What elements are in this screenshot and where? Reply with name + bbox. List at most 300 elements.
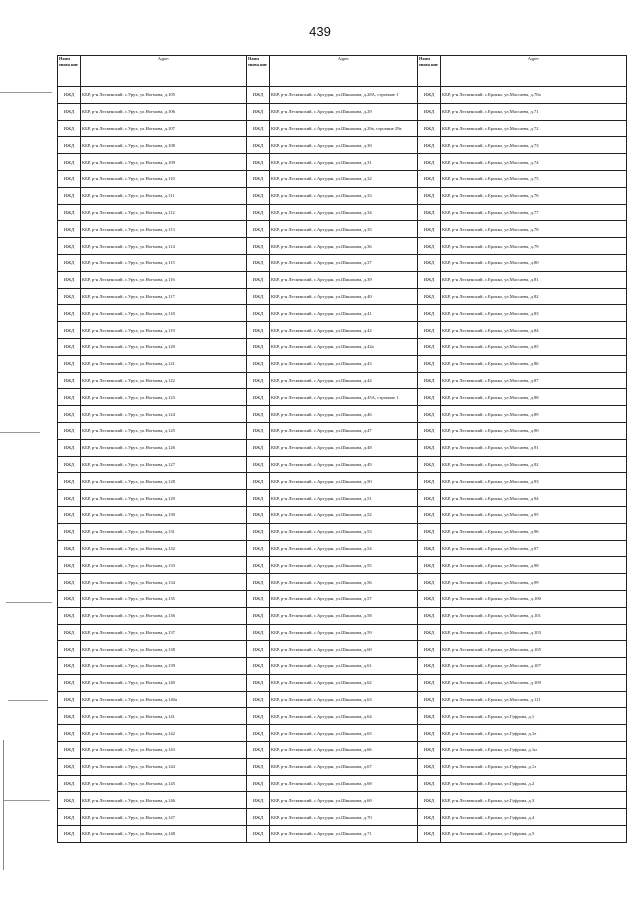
object-type-cell: ИЖД (58, 590, 81, 607)
object-type-cell: ИЖД (58, 305, 81, 322)
address-cell: КБР, р-н Лескенский, с.Урух, ул.Ногмова, д.136 (81, 607, 247, 624)
object-type-cell: ИЖД (247, 372, 270, 389)
object-type-cell: ИЖД (418, 355, 441, 372)
table-row (58, 422, 627, 439)
object-type-cell: ИЖД (418, 809, 441, 826)
object-type-cell: ИЖД (247, 809, 270, 826)
object-type-cell: ИЖД (247, 826, 270, 843)
address-cell: КБР, р-н Лескенский, с.Ерокко, ул.Массаева, д.101 (441, 607, 627, 624)
table-row (58, 658, 627, 675)
type-header: Наим енова ние (418, 56, 441, 87)
object-type-cell: ИЖД (58, 389, 81, 406)
address-cell: КБР, р-н Лескенский, с.Урух, ул.Ногмова, д.134 (81, 574, 247, 591)
address-cell: КБР, р-н Лескенский, с.Аргудан, ул.Шинахова, д.53 (270, 523, 418, 540)
object-type-cell: ИЖД (58, 607, 81, 624)
address-cell: КБР, р-н Лескенский, с.Аргудан, ул.Шинахова, д.42а (270, 338, 418, 355)
object-type-cell: ИЖД (58, 238, 81, 255)
object-type-cell: ИЖД (58, 641, 81, 658)
table-row (58, 758, 627, 775)
object-type-cell: ИЖД (247, 439, 270, 456)
table-row (58, 691, 627, 708)
object-type-cell: ИЖД (58, 221, 81, 238)
address-cell: КБР, р-н Лескенский, с.Урух, ул.Ногмова, д.114 (81, 238, 247, 255)
table-row (58, 742, 627, 759)
object-type-cell: ИЖД (418, 221, 441, 238)
object-type-cell: ИЖД (418, 305, 441, 322)
object-type-cell: ИЖД (247, 708, 270, 725)
object-type-cell: ИЖД (418, 288, 441, 305)
address-cell: КБР, р-н Лескенский, с.Ерокко, ул.Массаева, д.70а (441, 87, 627, 104)
object-type-cell: ИЖД (247, 355, 270, 372)
address-cell: КБР, р-н Лескенский, с.Ерокко, ул.Массаева, д.111 (441, 691, 627, 708)
object-type-cell: ИЖД (247, 221, 270, 238)
address-cell: КБР, р-н Лескенский, с.Урух, ул.Ногмова, д.138 (81, 641, 247, 658)
address-cell: КБР, р-н Лескенский, с.Ерокко, ул.Массаева, д.86 (441, 355, 627, 372)
object-type-cell: ИЖД (418, 254, 441, 271)
object-type-cell: ИЖД (247, 271, 270, 288)
table-row (58, 238, 627, 255)
address-cell: КБР, р-н Лескенский, с.Аргудан, ул.Шинахова, д.40 (270, 288, 418, 305)
object-type-cell: ИЖД (418, 456, 441, 473)
object-type-cell: ИЖД (247, 322, 270, 339)
address-cell: КБР, р-н Лескенский, с.Ерокко, ул.Массаева, д.105 (441, 641, 627, 658)
object-type-cell: ИЖД (58, 540, 81, 557)
table-row (58, 590, 627, 607)
object-type-cell: ИЖД (418, 204, 441, 221)
address-cell: КБР, р-н Лескенский, с.Ерокко, ул.Массаева, д.91 (441, 439, 627, 456)
address-cell: КБР, р-н Лескенский, с.Ерокко, ул.Массаева, д.73 (441, 137, 627, 154)
address-cell: КБР, р-н Лескенский, с.Урух, ул.Ногмова, д.143 (81, 742, 247, 759)
object-type-cell: ИЖД (58, 406, 81, 423)
object-type-cell: ИЖД (418, 540, 441, 557)
table-row (58, 170, 627, 187)
address-cell: КБР, р-н Лескенский, с.Аргудан, ул.Шинахова, д.71 (270, 826, 418, 843)
object-type-cell: ИЖД (58, 742, 81, 759)
table-row (58, 137, 627, 154)
object-type-cell: ИЖД (58, 758, 81, 775)
object-type-cell: ИЖД (418, 422, 441, 439)
address-cell: КБР, р-н Лескенский, с.Аргудан, ул.Шинахова, д.50 (270, 473, 418, 490)
object-type-cell: ИЖД (247, 506, 270, 523)
address-cell: КБР, р-н Лескенский, с.Аргудан, ул.Шинахова, д.59 (270, 624, 418, 641)
table-row (58, 305, 627, 322)
address-table (57, 55, 627, 843)
address-cell: КБР, р-н Лескенский, с.Урух, ул.Ногмова, д.115 (81, 254, 247, 271)
object-type-cell: ИЖД (247, 103, 270, 120)
edge-mark-left (4, 800, 50, 801)
object-type-cell: ИЖД (247, 137, 270, 154)
address-header: Адрес (270, 56, 418, 87)
address-cell: КБР, р-н Лескенский, с.Аргудан, ул.Шинахова, д.68 (270, 775, 418, 792)
object-type-cell: ИЖД (247, 490, 270, 507)
address-cell: КБР, р-н Лескенский, с.Ерокко, ул.Массаева, д.80 (441, 254, 627, 271)
address-cell: КБР, р-н Лескенский, с.Ерокко, ул.Массаева, д.79 (441, 238, 627, 255)
address-cell: КБР, р-н Лескенский, с.Урух, ул.Ногмова, д.105 (81, 87, 247, 104)
address-cell: КБР, р-н Лескенский, с.Урух, ул.Ногмова, д.117 (81, 288, 247, 305)
table-row (58, 322, 627, 339)
object-type-cell: ИЖД (247, 624, 270, 641)
object-type-cell: ИЖД (418, 372, 441, 389)
object-type-cell: ИЖД (58, 775, 81, 792)
address-cell: КБР, р-н Лескенский, с.Ерокко, ул.Массаева, д.88 (441, 389, 627, 406)
object-type-cell: ИЖД (247, 658, 270, 675)
address-cell: КБР, р-н Лескенский, с.Ерокко, ул.Массаева, д.98 (441, 557, 627, 574)
address-cell: КБР, р-н Лескенский, с.Ерокко, ул.Массаева, д.109 (441, 674, 627, 691)
table-row (58, 624, 627, 641)
address-cell: КБР, р-н Лескенский, с.Аргудан, ул.Шинахова, д.35 (270, 221, 418, 238)
object-type-cell: ИЖД (58, 254, 81, 271)
address-cell: КБР, р-н Лескенский, с.Ерокко, ул.Массаева, д.84 (441, 322, 627, 339)
table-row (58, 506, 627, 523)
object-type-cell: ИЖД (247, 574, 270, 591)
type-header: Наим енова ние (247, 56, 270, 87)
object-type-cell: ИЖД (58, 154, 81, 171)
address-cell: КБР, р-н Лескенский, с.Ерокко, ул.Массаева, д.97 (441, 540, 627, 557)
object-type-cell: ИЖД (58, 120, 81, 137)
address-cell: КБР, р-н Лескенский, с.Ерокко, ул.Массаева, д.90 (441, 422, 627, 439)
object-type-cell: ИЖД (58, 725, 81, 742)
address-cell: КБР, р-н Лескенский, с.Ерокко, ул.Массаева, д.99 (441, 574, 627, 591)
object-type-cell: ИЖД (58, 187, 81, 204)
address-cell: КБР, р-н Лескенский, с.Аргудан, ул.Шинахова, д.66 (270, 742, 418, 759)
page-number: 439 (309, 24, 331, 39)
address-cell: КБР, р-н Лескенский, с.Аргудан, ул.Шинахова, д.64 (270, 708, 418, 725)
object-type-cell: ИЖД (247, 590, 270, 607)
object-type-cell: ИЖД (418, 725, 441, 742)
object-type-cell: ИЖД (58, 355, 81, 372)
table-row (58, 254, 627, 271)
address-cell: КБР, р-н Лескенский, с.Урух, ул.Ногмова, д.135 (81, 590, 247, 607)
object-type-cell: ИЖД (418, 322, 441, 339)
object-type-cell: ИЖД (247, 792, 270, 809)
object-type-cell: ИЖД (247, 406, 270, 423)
address-cell: КБР, р-н Лескенский, с.Ерокко, ул.Массаева, д.107 (441, 658, 627, 675)
address-cell: КБР, р-н Лескенский, с.Урух, ул.Ногмова, д.123 (81, 389, 247, 406)
address-cell: КБР, р-н Лескенский, с.Урух, ул.Ногмова, д.125 (81, 422, 247, 439)
table-row (58, 103, 627, 120)
edge-mark-left (6, 602, 52, 603)
address-cell: КБР, р-н Лескенский, с.Аргудан, ул.Шинахова, д.31 (270, 154, 418, 171)
address-cell: КБР, р-н Лескенский, с.Ерокко, ул.Массаева, д.96 (441, 523, 627, 540)
address-cell: КБР, р-н Лескенский, с.Аргудан, ул.Шинахова, д.29а, строение 29а (270, 120, 418, 137)
address-cell: КБР, р-н Лескенский, с.Ерокко, ул.Гуфрова, д.4 (441, 809, 627, 826)
object-type-cell: ИЖД (247, 254, 270, 271)
address-cell: КБР, р-н Лескенский, с.Урух, ул.Ногмова, д.126 (81, 439, 247, 456)
address-cell: КБР, р-н Лескенский, с.Аргудан, ул.Шинахова, д.62 (270, 674, 418, 691)
object-type-cell: ИЖД (58, 271, 81, 288)
object-type-cell: ИЖД (58, 439, 81, 456)
table-row (58, 338, 627, 355)
address-cell: КБР, р-н Лескенский, с.Аргудан, ул.Шинахова, д.58 (270, 607, 418, 624)
table-row (58, 221, 627, 238)
object-type-cell: ИЖД (58, 658, 81, 675)
object-type-cell: ИЖД (418, 103, 441, 120)
object-type-cell: ИЖД (247, 305, 270, 322)
object-type-cell: ИЖД (418, 238, 441, 255)
object-type-cell: ИЖД (418, 137, 441, 154)
object-type-cell: ИЖД (418, 439, 441, 456)
address-cell: КБР, р-н Лескенский, с.Ерокко, ул.Гуфрова, д.5 (441, 826, 627, 843)
table-row (58, 574, 627, 591)
table-row (58, 826, 627, 843)
edge-mark-left (0, 92, 52, 93)
object-type-cell: ИЖД (418, 120, 441, 137)
object-type-cell: ИЖД (58, 490, 81, 507)
object-type-cell: ИЖД (418, 406, 441, 423)
address-cell: КБР, р-н Лескенский, с.Урух, ул.Ногмова, д.128 (81, 473, 247, 490)
address-cell: КБР, р-н Лескенский, с.Аргудан, ул.Шинахова, д.65 (270, 725, 418, 742)
object-type-cell: ИЖД (247, 338, 270, 355)
object-type-cell: ИЖД (418, 691, 441, 708)
address-cell: КБР, р-н Лескенский, с.Аргудан, ул.Шинахова, д.63 (270, 691, 418, 708)
address-cell: КБР, р-н Лескенский, с.Урух, ул.Ногмова, д.119 (81, 322, 247, 339)
object-type-cell: ИЖД (58, 372, 81, 389)
address-cell: КБР, р-н Лескенский, с.Урух, ул.Ногмова, д.133 (81, 557, 247, 574)
object-type-cell: ИЖД (418, 758, 441, 775)
edge-mark-left (0, 432, 40, 433)
address-cell: КБР, р-н Лескенский, с.Ерокко, ул.Массаева, д.103 (441, 624, 627, 641)
table-row (58, 372, 627, 389)
address-cell: КБР, р-н Лескенский, с.Аргудан, ул.Шинахова, д.48 (270, 439, 418, 456)
object-type-cell: ИЖД (418, 792, 441, 809)
address-cell: КБР, р-н Лескенский, с.Аргудан, ул.Шинахова, д.70 (270, 809, 418, 826)
address-cell: КБР, р-н Лескенский, с.Урух, ул.Ногмова, д.116 (81, 271, 247, 288)
address-cell: КБР, р-н Лескенский, с.Аргудан, ул.Шинахова, д.55 (270, 557, 418, 574)
address-cell: КБР, р-н Лескенский, с.Ерокко, ул.Массаева, д.71 (441, 103, 627, 120)
address-cell: КБР, р-н Лескенский, с.Аргудан, ул.Шинахова, д.54 (270, 540, 418, 557)
table-row (58, 607, 627, 624)
address-cell: КБР, р-н Лескенский, с.Ерокко, ул.Массаева, д.78 (441, 221, 627, 238)
object-type-cell: ИЖД (58, 170, 81, 187)
object-type-cell: ИЖД (58, 624, 81, 641)
address-cell: КБР, р-н Лескенский, с.Ерокко, ул.Массаева, д.85 (441, 338, 627, 355)
object-type-cell: ИЖД (247, 775, 270, 792)
address-cell: КБР, р-н Лескенский, с.Ерокко, ул.Гуфрова, д.3 (441, 792, 627, 809)
address-cell: КБР, р-н Лескенский, с.Урух, ул.Ногмова, д.106 (81, 103, 247, 120)
object-type-cell: ИЖД (247, 473, 270, 490)
table-row (58, 87, 627, 104)
address-cell: КБР, р-н Лескенский, с.Ерокко, ул.Гуфрова, д.1н (441, 742, 627, 759)
object-type-cell: ИЖД (418, 658, 441, 675)
table-row (58, 557, 627, 574)
address-cell: КБР, р-н Лескенский, с.Урух, ул.Ногмова, д.147 (81, 809, 247, 826)
address-cell: КБР, р-н Лескенский, с.Урух, ул.Ногмова, д.129 (81, 490, 247, 507)
address-cell: КБР, р-н Лескенский, с.Аргудан, ул.Шинахова, д.49 (270, 456, 418, 473)
object-type-cell: ИЖД (247, 456, 270, 473)
address-cell: КБР, р-н Лескенский, с.Аргудан, ул.Шинахова, д.32 (270, 170, 418, 187)
address-cell: КБР, р-н Лескенский, с.Ерокко, ул.Массаева, д.94 (441, 490, 627, 507)
object-type-cell: ИЖД (58, 422, 81, 439)
address-cell: КБР, р-н Лескенский, с.Ерокко, ул.Массаева, д.82 (441, 288, 627, 305)
table-row (58, 540, 627, 557)
object-type-cell: ИЖД (247, 674, 270, 691)
address-cell: КБР, р-н Лескенский, с.Аргудан, ул.Шинахова, д.47 (270, 422, 418, 439)
object-type-cell: ИЖД (247, 641, 270, 658)
address-cell: КБР, р-н Лескенский, с.Урух, ул.Ногмова, д.120 (81, 338, 247, 355)
object-type-cell: ИЖД (247, 725, 270, 742)
object-type-cell: ИЖД (418, 674, 441, 691)
object-type-cell: ИЖД (418, 271, 441, 288)
table-row (58, 288, 627, 305)
header-row (58, 56, 627, 87)
address-cell: КБР, р-н Лескенский, с.Ерокко, ул.Массаева, д.76 (441, 187, 627, 204)
address-cell: КБР, р-н Лескенский, с.Урух, ул.Ногмова, д.124 (81, 406, 247, 423)
address-cell: КБР, р-н Лескенский, с.Аргудан, ул.Шинахова, д.56 (270, 574, 418, 591)
object-type-cell: ИЖД (418, 574, 441, 591)
address-cell: КБР, р-н Лескенский, с.Урух, ул.Ногмова, д.137 (81, 624, 247, 641)
address-cell: КБР, р-н Лескенский, с.Ерокко, ул.Массаева, д.77 (441, 204, 627, 221)
address-cell: КБР, р-н Лескенский, с.Урух, ул.Ногмова, д.140 (81, 674, 247, 691)
table-row (58, 809, 627, 826)
object-type-cell: ИЖД (58, 456, 81, 473)
object-type-cell: ИЖД (418, 506, 441, 523)
object-type-cell: ИЖД (247, 523, 270, 540)
address-cell: КБР, р-н Лескенский, с.Аргудан, ул.Шинахова, д.61 (270, 658, 418, 675)
table-row (58, 389, 627, 406)
address-cell: КБР, р-н Лескенский, с.Аргудан, ул.Шинахова, д.52 (270, 506, 418, 523)
object-type-cell: ИЖД (418, 170, 441, 187)
address-cell: КБР, р-н Лескенский, с.Ерокко, ул.Массаева, д.93 (441, 473, 627, 490)
table-row (58, 523, 627, 540)
table-row (58, 120, 627, 137)
table-row (58, 439, 627, 456)
table-row (58, 355, 627, 372)
address-cell: КБР, р-н Лескенский, с.Аргудан, ул.Шинахова, д.51 (270, 490, 418, 507)
object-type-cell: ИЖД (58, 204, 81, 221)
object-type-cell: ИЖД (418, 154, 441, 171)
edge-mark-left (8, 700, 48, 701)
object-type-cell: ИЖД (58, 523, 81, 540)
address-cell: КБР, р-н Лескенский, с.Аргудан, ул.Шинахова, д.43 (270, 355, 418, 372)
table-row (58, 641, 627, 658)
address-cell: КБР, р-н Лескенский, с.Урух, ул.Ногмова, д.132 (81, 540, 247, 557)
table-row (58, 187, 627, 204)
table-row (58, 775, 627, 792)
table-row (58, 473, 627, 490)
address-cell: КБР, р-н Лескенский, с.Аргудан, ул.Шинахова, д.30 (270, 137, 418, 154)
address-cell: КБР, р-н Лескенский, с.Ерокко, ул.Массаева, д.81 (441, 271, 627, 288)
address-cell: КБР, р-н Лескенский, с.Ерокко, ул.Гуфрова, д.2 (441, 775, 627, 792)
address-cell: КБР, р-н Лескенский, с.Урух, ул.Ногмова, д.144 (81, 758, 247, 775)
address-cell: КБР, р-н Лескенский, с.Ерокко, ул.Массаева, д.87 (441, 372, 627, 389)
object-type-cell: ИЖД (58, 574, 81, 591)
table-row (58, 204, 627, 221)
address-cell: КБР, р-н Лескенский, с.Урух, ул.Ногмова, д.141 (81, 708, 247, 725)
address-cell: КБР, р-н Лескенский, с.Урух, ул.Ногмова, д.140а (81, 691, 247, 708)
object-type-cell: ИЖД (247, 742, 270, 759)
object-type-cell: ИЖД (418, 473, 441, 490)
object-type-cell: ИЖД (247, 187, 270, 204)
object-type-cell: ИЖД (418, 590, 441, 607)
address-cell: КБР, р-н Лескенский, с.Аргудан, ул.Шинахова, д.28А, строение 1 (270, 87, 418, 104)
address-cell: КБР, р-н Лескенский, с.Ерокко, ул.Массаева, д.75 (441, 170, 627, 187)
object-type-cell: ИЖД (247, 238, 270, 255)
table-row (58, 490, 627, 507)
object-type-cell: ИЖД (58, 674, 81, 691)
address-cell: КБР, р-н Лескенский, с.Урух, ул.Ногмова, д.130 (81, 506, 247, 523)
address-cell: КБР, р-н Лескенский, с.Урух, ул.Ногмова, д.107 (81, 120, 247, 137)
address-cell: КБР, р-н Лескенский, с.Урух, ул.Ногмова, д.110 (81, 170, 247, 187)
object-type-cell: ИЖД (58, 691, 81, 708)
table-row (58, 674, 627, 691)
object-type-cell: ИЖД (58, 338, 81, 355)
address-cell: КБР, р-н Лескенский, с.Аргудан, ул.Шинахова, д.41 (270, 305, 418, 322)
object-type-cell: ИЖД (58, 809, 81, 826)
address-cell: КБР, р-н Лескенский, с.Ерокко, ул.Гуфрова, д.1 (441, 708, 627, 725)
object-type-cell: ИЖД (418, 523, 441, 540)
table-row (58, 406, 627, 423)
object-type-cell: ИЖД (247, 288, 270, 305)
object-type-cell: ИЖД (58, 473, 81, 490)
object-type-cell: ИЖД (418, 742, 441, 759)
address-cell: КБР, р-н Лескенский, с.Урух, ул.Ногмова, д.131 (81, 523, 247, 540)
type-header: Наим енова ние (58, 56, 81, 87)
address-cell: КБР, р-н Лескенский, с.Аргудан, ул.Шинахова, д.36 (270, 238, 418, 255)
object-type-cell: ИЖД (247, 422, 270, 439)
address-cell: КБР, р-н Лескенский, с.Урух, ул.Ногмова, д.112 (81, 204, 247, 221)
address-cell: КБР, р-н Лескенский, с.Урух, ул.Ногмова, д.109 (81, 154, 247, 171)
object-type-cell: ИЖД (247, 389, 270, 406)
object-type-cell: ИЖД (247, 691, 270, 708)
object-type-cell: ИЖД (58, 708, 81, 725)
object-type-cell: ИЖД (247, 170, 270, 187)
object-type-cell: ИЖД (247, 154, 270, 171)
address-cell: КБР, р-н Лескенский, с.Аргудан, ул.Шинахова, д.46 (270, 406, 418, 423)
address-cell: КБР, р-н Лескенский, с.Ерокко, ул.Массаева, д.89 (441, 406, 627, 423)
object-type-cell: ИЖД (58, 792, 81, 809)
object-type-cell: ИЖД (418, 338, 441, 355)
object-type-cell: ИЖД (247, 87, 270, 104)
address-cell: КБР, р-н Лескенский, с.Урух, ул.Ногмова, д.142 (81, 725, 247, 742)
address-cell: КБР, р-н Лескенский, с.Аргудан, ул.Шинахова, д.60 (270, 641, 418, 658)
address-cell: КБР, р-н Лескенский, с.Урух, ул.Ногмова, д.145 (81, 775, 247, 792)
object-type-cell: ИЖД (418, 826, 441, 843)
object-type-cell: ИЖД (247, 557, 270, 574)
address-cell: КБР, р-н Лескенский, с.Ерокко, ул.Массаева, д.83 (441, 305, 627, 322)
address-cell: КБР, р-н Лескенский, с.Урух, ул.Ногмова, д.108 (81, 137, 247, 154)
object-type-cell: ИЖД (247, 758, 270, 775)
address-cell: КБР, р-н Лескенский, с.Ерокко, ул.Гуфрова, д.1е (441, 725, 627, 742)
address-cell: КБР, р-н Лескенский, с.Ерокко, ул.Гуфрова, д.1з (441, 758, 627, 775)
object-type-cell: ИЖД (418, 87, 441, 104)
address-cell: КБР, р-н Лескенский, с.Аргудан, ул.Шинахова, д.57 (270, 590, 418, 607)
object-type-cell: ИЖД (418, 187, 441, 204)
object-type-cell: ИЖД (58, 322, 81, 339)
address-cell: КБР, р-н Лескенский, с.Аргудан, ул.Шинахова, д.34 (270, 204, 418, 221)
object-type-cell: ИЖД (247, 204, 270, 221)
address-header: Адрес (441, 56, 627, 87)
object-type-cell: ИЖД (418, 775, 441, 792)
table-row (58, 154, 627, 171)
address-cell: КБР, р-н Лескенский, с.Аргудан, ул.Шинахова, д.33 (270, 187, 418, 204)
address-cell: КБР, р-н Лескенский, с.Урух, ул.Ногмова, д.118 (81, 305, 247, 322)
table-row (58, 708, 627, 725)
object-type-cell: ИЖД (247, 607, 270, 624)
address-cell: КБР, р-н Лескенский, с.Урух, ул.Ногмова, д.139 (81, 658, 247, 675)
object-type-cell: ИЖД (58, 506, 81, 523)
object-type-cell: ИЖД (247, 120, 270, 137)
address-header: Адрес (81, 56, 247, 87)
address-cell: КБР, р-н Лескенский, с.Аргудан, ул.Шинахова, д.42 (270, 322, 418, 339)
address-cell: КБР, р-н Лескенский, с.Аргудан, ул.Шинахова, д.67 (270, 758, 418, 775)
object-type-cell: ИЖД (418, 708, 441, 725)
address-cell: КБР, р-н Лескенский, с.Урух, ул.Ногмова, д.113 (81, 221, 247, 238)
object-type-cell: ИЖД (418, 624, 441, 641)
address-cell: КБР, р-н Лескенский, с.Ерокко, ул.Массаева, д.92 (441, 456, 627, 473)
address-cell: КБР, р-н Лескенский, с.Ерокко, ул.Массаева, д.74 (441, 154, 627, 171)
address-cell: КБР, р-н Лескенский, с.Ерокко, ул.Массаева, д.72 (441, 120, 627, 137)
table-row (58, 792, 627, 809)
